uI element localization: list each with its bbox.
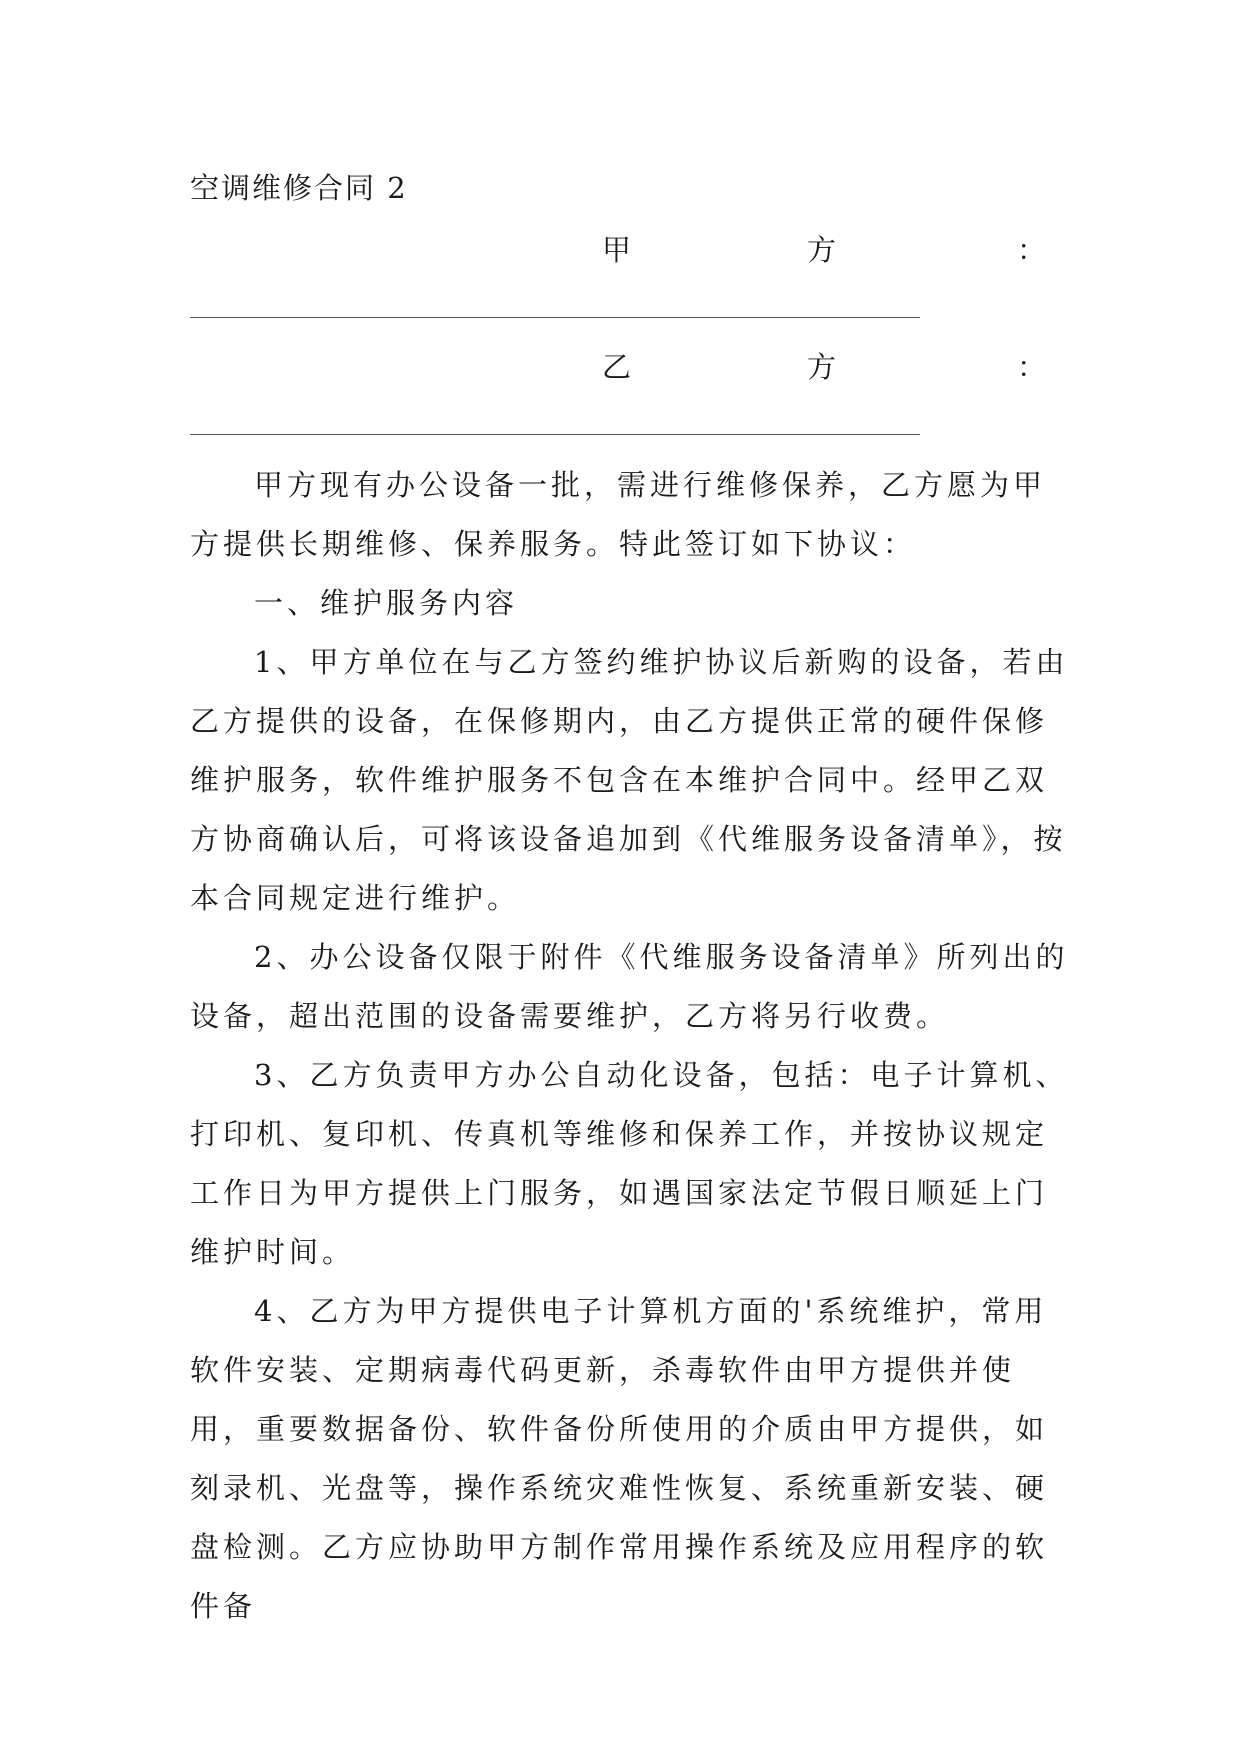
intro-paragraph: 甲方现有办公设备一批，需进行维修保养，乙方愿为甲方提供长期维修、保养服务。特此签订如下协议： [190,468,1047,561]
clause-3: 3、乙方负责甲方办公自动化设备，包括：电子计算机、打印机、复印机、传真机等维修和保养工作，并按协议规定工作日为甲方提供上门服务，如遇国家法定节假日顺延上门维护时间。 [190,1058,1069,1269]
clause-4: 4、乙方为甲方提供电子计算机方面的'系统维护，常用软件安装、定期病毒代码更新，杀毒软件由甲方提供并使用，重要数据备份、软件备份所使用的介质由甲方提供，如刻录机、光盘等，操作系统灾难性恢复、系统重新安装、硬盘检测。乙方应协助甲方制作常用操作系统及应用程序的软件备 [190,1294,1049,1623]
contract-body [190,456,1070,1636]
section-heading: 一、维护服务内容 [254,586,519,620]
clause-1: 1、甲方单位在与乙方签约维护协议后新购的设备，若由乙方提供的设备，在保修期内，由乙方提供正常的硬件保修维护服务，软件维护服务不包含在本维护合同中。经甲乙双方协商确认后，可将该设备追加到《代维服务设备清单》，按本合同规定进行维护。 [190,645,1069,915]
party-a-blank-line [190,317,920,318]
party-b-fang: 方 [807,350,837,384]
party-b-blank-line [190,434,920,435]
party-a-label: 甲 [602,233,632,267]
party-a-line [190,228,1050,268]
document-title: 空调维修合同 2 [190,171,408,205]
party-b-colon: ： [1017,350,1047,384]
clause-2: 2、办公设备仅限于附件《代维服务设备清单》所列出的设备，超出范围的设备需要维护，乙方将另行收费。 [190,940,1069,1033]
party-a-colon: ： [1017,233,1047,267]
party-a-fang: 方 [807,233,837,267]
party-b-label: 乙 [602,350,632,384]
party-b-line [190,345,1050,385]
